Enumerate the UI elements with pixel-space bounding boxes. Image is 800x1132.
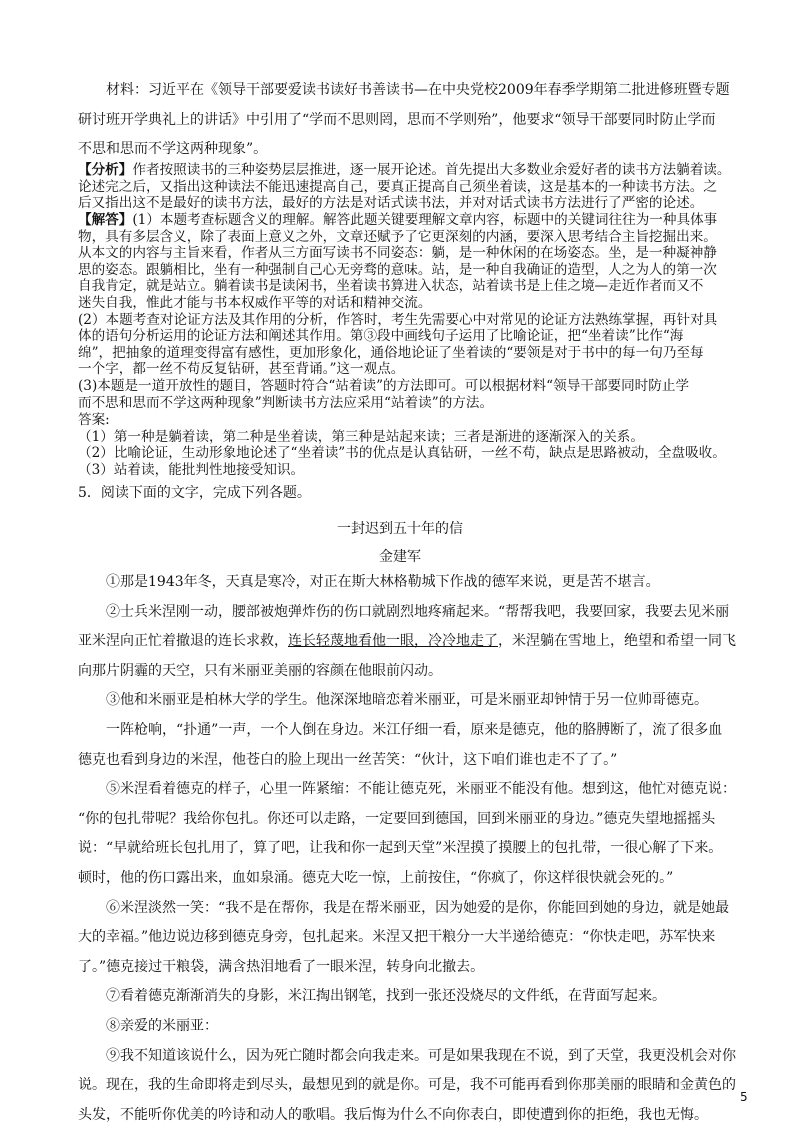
story-paragraph-5-line: 顿时，他的伤口露出来，血如泉涌。德克大吃一惊，上前按住，“你疯了，你这样很快就会死的。”: [78, 869, 674, 886]
answer-line: （1）第一种是躺着读，第二种是坐着读，第三种是站起来读；三者是渐进的逐渐深入的关系。: [78, 428, 644, 445]
material-line: 不思和思而不学这两种现象”。: [78, 141, 268, 158]
analysis-block: [78, 162, 731, 212]
answer-block: [78, 412, 728, 478]
story-author: 金建军: [379, 549, 421, 565]
story-paragraph-5-line: “你的包扎带呢？我给你包扎。你还可以走路，一定要回到德国，回到米丽亚的身边。”德克失望地摇摇头: [78, 810, 716, 827]
solution-line: 物，具有多层含义，除了表面上意义之外，文章还赋予了它更深刻的内涵，要深入思考结合主旨挖掘出来。: [78, 228, 717, 245]
story-paragraph-7: ⑦看着德克渐渐消失的身影，米江掏出钢笔，找到一张还没烧尽的文件纸，在背面写起来。: [106, 988, 666, 1005]
story-body: [78, 568, 736, 1130]
story-paragraph-5-line: ⑤米涅看着德克的样子，心里一阵紧缩：不能让德克死，米丽亚不能没有他。想到这，他忙对德克说：: [106, 781, 736, 798]
story-paragraph-4-line: 一阵枪响，“扑通”一声，一个人倒在身边。米江仔细一看，原来是德克，他的胳膊断了，流了很多血: [106, 721, 723, 738]
analysis-tag: 【分析】: [78, 162, 133, 178]
answer-line: （3）站着读，能批判性地接受知识。: [78, 461, 305, 478]
story-paragraph-9-line: 说。现在，我的生命即将走到尽头，最想见到的就是你。可是，我不可能再看到你那美丽的眼睛和金黄色的: [78, 1077, 736, 1094]
analysis-line: 作者按照读书的三种姿势层层推进，逐一展开论述。首先提出大多数业余爱好者的读书方法躺着读。: [132, 162, 731, 178]
material-line: 研讨班开学典礼上的讲话》中引用了“学而不思则罔，思而不学则殆”，他要求“领导干部要同时防止学而: [78, 111, 716, 128]
solution-line: 迷失自我，惟此才能与书本权威作平等的对话和精神交流。: [78, 294, 432, 311]
story-paragraph-2-line: [78, 627, 736, 657]
story-paragraph-2-line: ②士兵米涅刚一动，腰部被炮弹炸伤的伤口就剧烈地疼痛起来。“帮帮我吧，我要回家，我要去见米丽: [106, 603, 730, 620]
question-5-heading: 5．阅读下面的文字，完成下列各题。: [78, 485, 311, 501]
story-paragraph-9-line: 头发，不能听你优美的吟诗和动人的歌唱。我后悔为什么不向你表白，即使遭到你的拒绝，我也无悔。: [78, 1106, 708, 1123]
answer-line: （2）比喻论证，生动形象地论述了“坐着读”书的优点是认真钻研，一丝不苟，缺点是思路被动，全盘吸收。: [78, 445, 726, 462]
story-paragraph-8: ⑧亲爱的米丽亚：: [106, 1017, 218, 1034]
story-paragraph-2-line: 向那片阴霾的天空，只有米丽亚美丽的容颜在他眼前闪动。: [78, 662, 442, 679]
solution-line: 而不思和思而不学这两种现象”判断读书方法应采用“站着读”的方法。: [78, 394, 494, 411]
solution-line: (1）本题考查标题含义的理解。解答此题关键要理解文章内容，标题中的关键词往往为一种具体事: [132, 212, 718, 228]
story-paragraph-3: ③他和米丽亚是柏林大学的学生。他深深地暗恋着米丽亚，可是米丽亚却钟情于另一位帅哥德克。: [106, 692, 708, 709]
solution-tag: 【解答】: [78, 212, 133, 228]
underlined-sentence: 连长轻蔑地看他一眼，冷冷地走了: [288, 633, 498, 650]
analysis-line: 后又指出这不是最好的读书方法，最好的方法是对话式读书法，并对对话式读书方法进行了严密的论述。: [78, 195, 704, 212]
story-paragraph-5-line: 说：“早就给班长包扎用了，算了吧，让我和你一起到天堂”米涅摸了摸腰上的包扎带，一很心解了下来。: [78, 840, 723, 857]
solution-line: 体的语句分析运用的论证方法和阐述其作用。第③段中画线句子运用了比喻论证，把“坐着读”比作“海: [78, 328, 684, 345]
story-paragraph-6-line: 了。”德克接过干粮袋，满含热泪地看了一眼米涅，转身向北撤去。: [78, 958, 485, 975]
story-title: 一封迟到五十年的信: [337, 521, 463, 537]
story-paragraph-1: ①那是1943年冬，天真是寒冷，对正在斯大林格勒城下作战的德军来说，更是苦不堪言。: [106, 574, 660, 590]
solution-line: 思的姿态。跟躺相比，坐有一种强制自己心无旁骛的意味。站，是一种自我确证的造型，人之为人的第一次: [78, 261, 717, 278]
answer-label: 答案:: [78, 412, 110, 428]
story-text: ，米涅躺在雪地上，绝望和希望一同飞: [498, 633, 736, 650]
solution-line: 一个字，都一丝不苟反复钻研，甚至背诵。”这一观点。: [78, 361, 405, 378]
story-paragraph-6-line: ⑥米涅淡然一笑：“我不是在帮你，我是在帮米丽亚，因为她爱的是你，你能回到她的身边，就是她最: [106, 899, 730, 916]
story-paragraph-9-line: ⑨我不知道该说什么，因为死亡随时都会向我走来。可是如果我现在不说，到了天堂，我更没机会对你: [106, 1047, 736, 1064]
material-paragraph: [78, 76, 728, 165]
analysis-line: 论述完之后，又指出这种读法不能迅速提高自己，要真正提高自己须坐着读，这是基本的一种读书方法。之: [78, 178, 717, 195]
solution-block: [78, 212, 728, 411]
story-text: 亚米涅向正忙着撤退的连长求救，: [78, 633, 288, 650]
story-paragraph-6-line: 大的幸福。”他边说边移到德克身旁，包扎起来。米涅又把干粮分一大半递给德克：“你快走吧，苏军快来: [78, 929, 716, 946]
solution-line: (2）本题考查对论证方法及其作用的分析，作答时，考生先需要心中对常见的论证方法熟练掌握，再针对具: [78, 311, 718, 328]
material-line: 材料：习近平在《领导干部要爱读书读好书善读书—在中央党校2009年春季学期第二批进修班暨专题: [106, 82, 730, 98]
story-paragraph-4-line: 德克也看到身边的米涅，他苍白的脸上现出一丝苦笑：“伙计，这下咱们谁也走不了了。”: [78, 751, 618, 768]
page-number: 5: [740, 1090, 748, 1104]
solution-line: 绵”，把抽象的道理变得富有感性，更加形象化，通俗地论证了坐着读的“要领是对于书中的每一句乃至每: [78, 344, 704, 361]
solution-line: (3)本题是一道开放性的题目，答题时符合“站着读”的方法即可。可以根据材料“领导干部要同时防止学: [78, 377, 690, 394]
solution-line: 从本文的内容与主旨来看，作者从三方面写读书不同姿态：躺，是一种休闲的在场姿态。坐，是一种凝神静: [78, 245, 717, 262]
solution-line: 自我肯定，就是站立。躺着读书是读闲书，坐着读书算进入状态，站着读书是上佳之境—走近作者而又不: [78, 278, 704, 295]
